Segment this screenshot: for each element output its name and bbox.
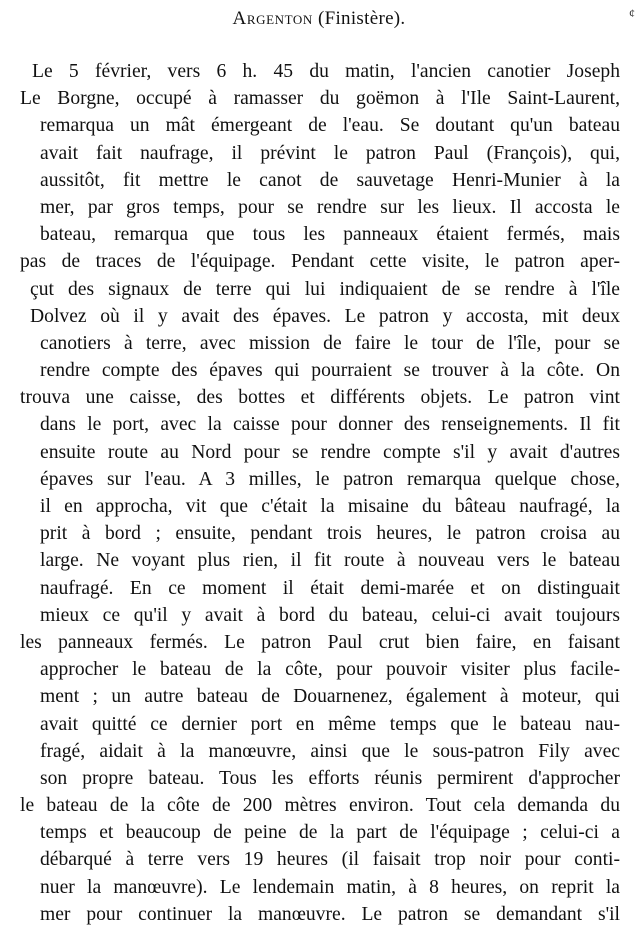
section-heading [0,8,638,30]
text-line: canotiers à terre, avec mission de faire le tour de l'île, pour se [40,332,620,354]
text-line: ensuite route au Nord pour se rendre compte s'il y avait d'autres [40,441,620,463]
text-line: Dolvez où il y avait des épaves. Le patron y accosta, mit deux [30,305,620,327]
text-line: Le 5 février, vers 6 h. 45 du matin, l'ancien canotier Joseph [32,61,620,82]
text-line: bateau, remarqua que tous les panneaux étaient fermés, mais [40,224,620,246]
text-line: fragé, aidait à la manœuvre, ainsi que le sous-patron Fily avec [40,740,620,762]
text-line: temps et beaucoup de peine de la part de l'équipage ; celui-ci a [40,822,620,844]
text-line: épaves sur l'eau. A 3 milles, le patron remarqua quelque chose, [40,468,620,490]
text-line: çut des signaux de terre qui lui indiquaient de se rendre à l'île [30,278,620,300]
text-line: Le Borgne, occupé à ramasser du goëmon à l'Ile Saint-Laurent, [20,88,620,110]
text-line: approcher le bateau de la côte, pour pouvoir visiter plus facile- [40,659,620,681]
text-line: large. Ne voyant plus rien, il fit route à nouveau vers le bateau [40,550,620,572]
text-line: les panneaux fermés. Le patron Paul crut bien faire, en faisant [20,631,620,653]
text-line: remarqua un mât émergeant de l'eau. Se doutant qu'un bateau [40,115,620,137]
text-line: naufragé. En ce moment il était demi-marée et on distinguait [40,577,620,599]
text-line: pas de traces de l'équipage. Pendant cette visite, le patron aper- [20,251,620,273]
heading-place: Argenton [232,8,313,29]
text-line: rendre compte des épaves qui pourraient se trouver à la côte. On [40,360,620,382]
text-line: mer, par gros temps, pour se rendre sur les lieux. Il accosta le [40,196,620,218]
heading-region: (Finistère). [317,8,406,29]
text-line: aussitôt, fit mettre le canot de sauvetage Henri-Munier à la [40,169,620,191]
text-line: mer pour continuer la manœuvre. Le patron se demandant s'il [40,903,620,925]
text-line: trouva une caisse, des bottes et différents objets. Le patron vint [20,387,620,409]
text-line: le bateau de la côte de 200 mètres environ. Tout cela demanda du [20,795,620,817]
text-line: ment ; un autre bateau de Douarnenez, également à moteur, qui [40,686,620,708]
text-line: avait fait naufrage, il prévint le patron Paul (François), qui, [40,142,620,164]
text-line: son propre bateau. Tous les efforts réunis permirent d'approcher [40,767,620,789]
page-corner-mark: ¢ [629,6,635,20]
text-line: nuer la manœuvre). Le lendemain matin, à 8 heures, on reprit la [40,876,620,898]
text-line: il en approcha, vit que c'était la misaine du bâteau naufragé, la [40,496,620,517]
text-line: débarqué à terre vers 19 heures (il faisait trop noir pour conti- [40,849,620,871]
text-line: dans le port, avec la caisse pour donner des renseignements. Il fit [40,414,620,436]
text-line: mieux ce qu'il y avait à bord du bateau, celui-ci avait toujours [40,604,620,626]
text-line: avait quitté ce dernier port en même temps que le bateau nau- [40,713,620,735]
text-line: prit à bord ; ensuite, pendant trois heures, le patron croisa au [40,523,620,545]
body-paragraph [20,58,620,928]
